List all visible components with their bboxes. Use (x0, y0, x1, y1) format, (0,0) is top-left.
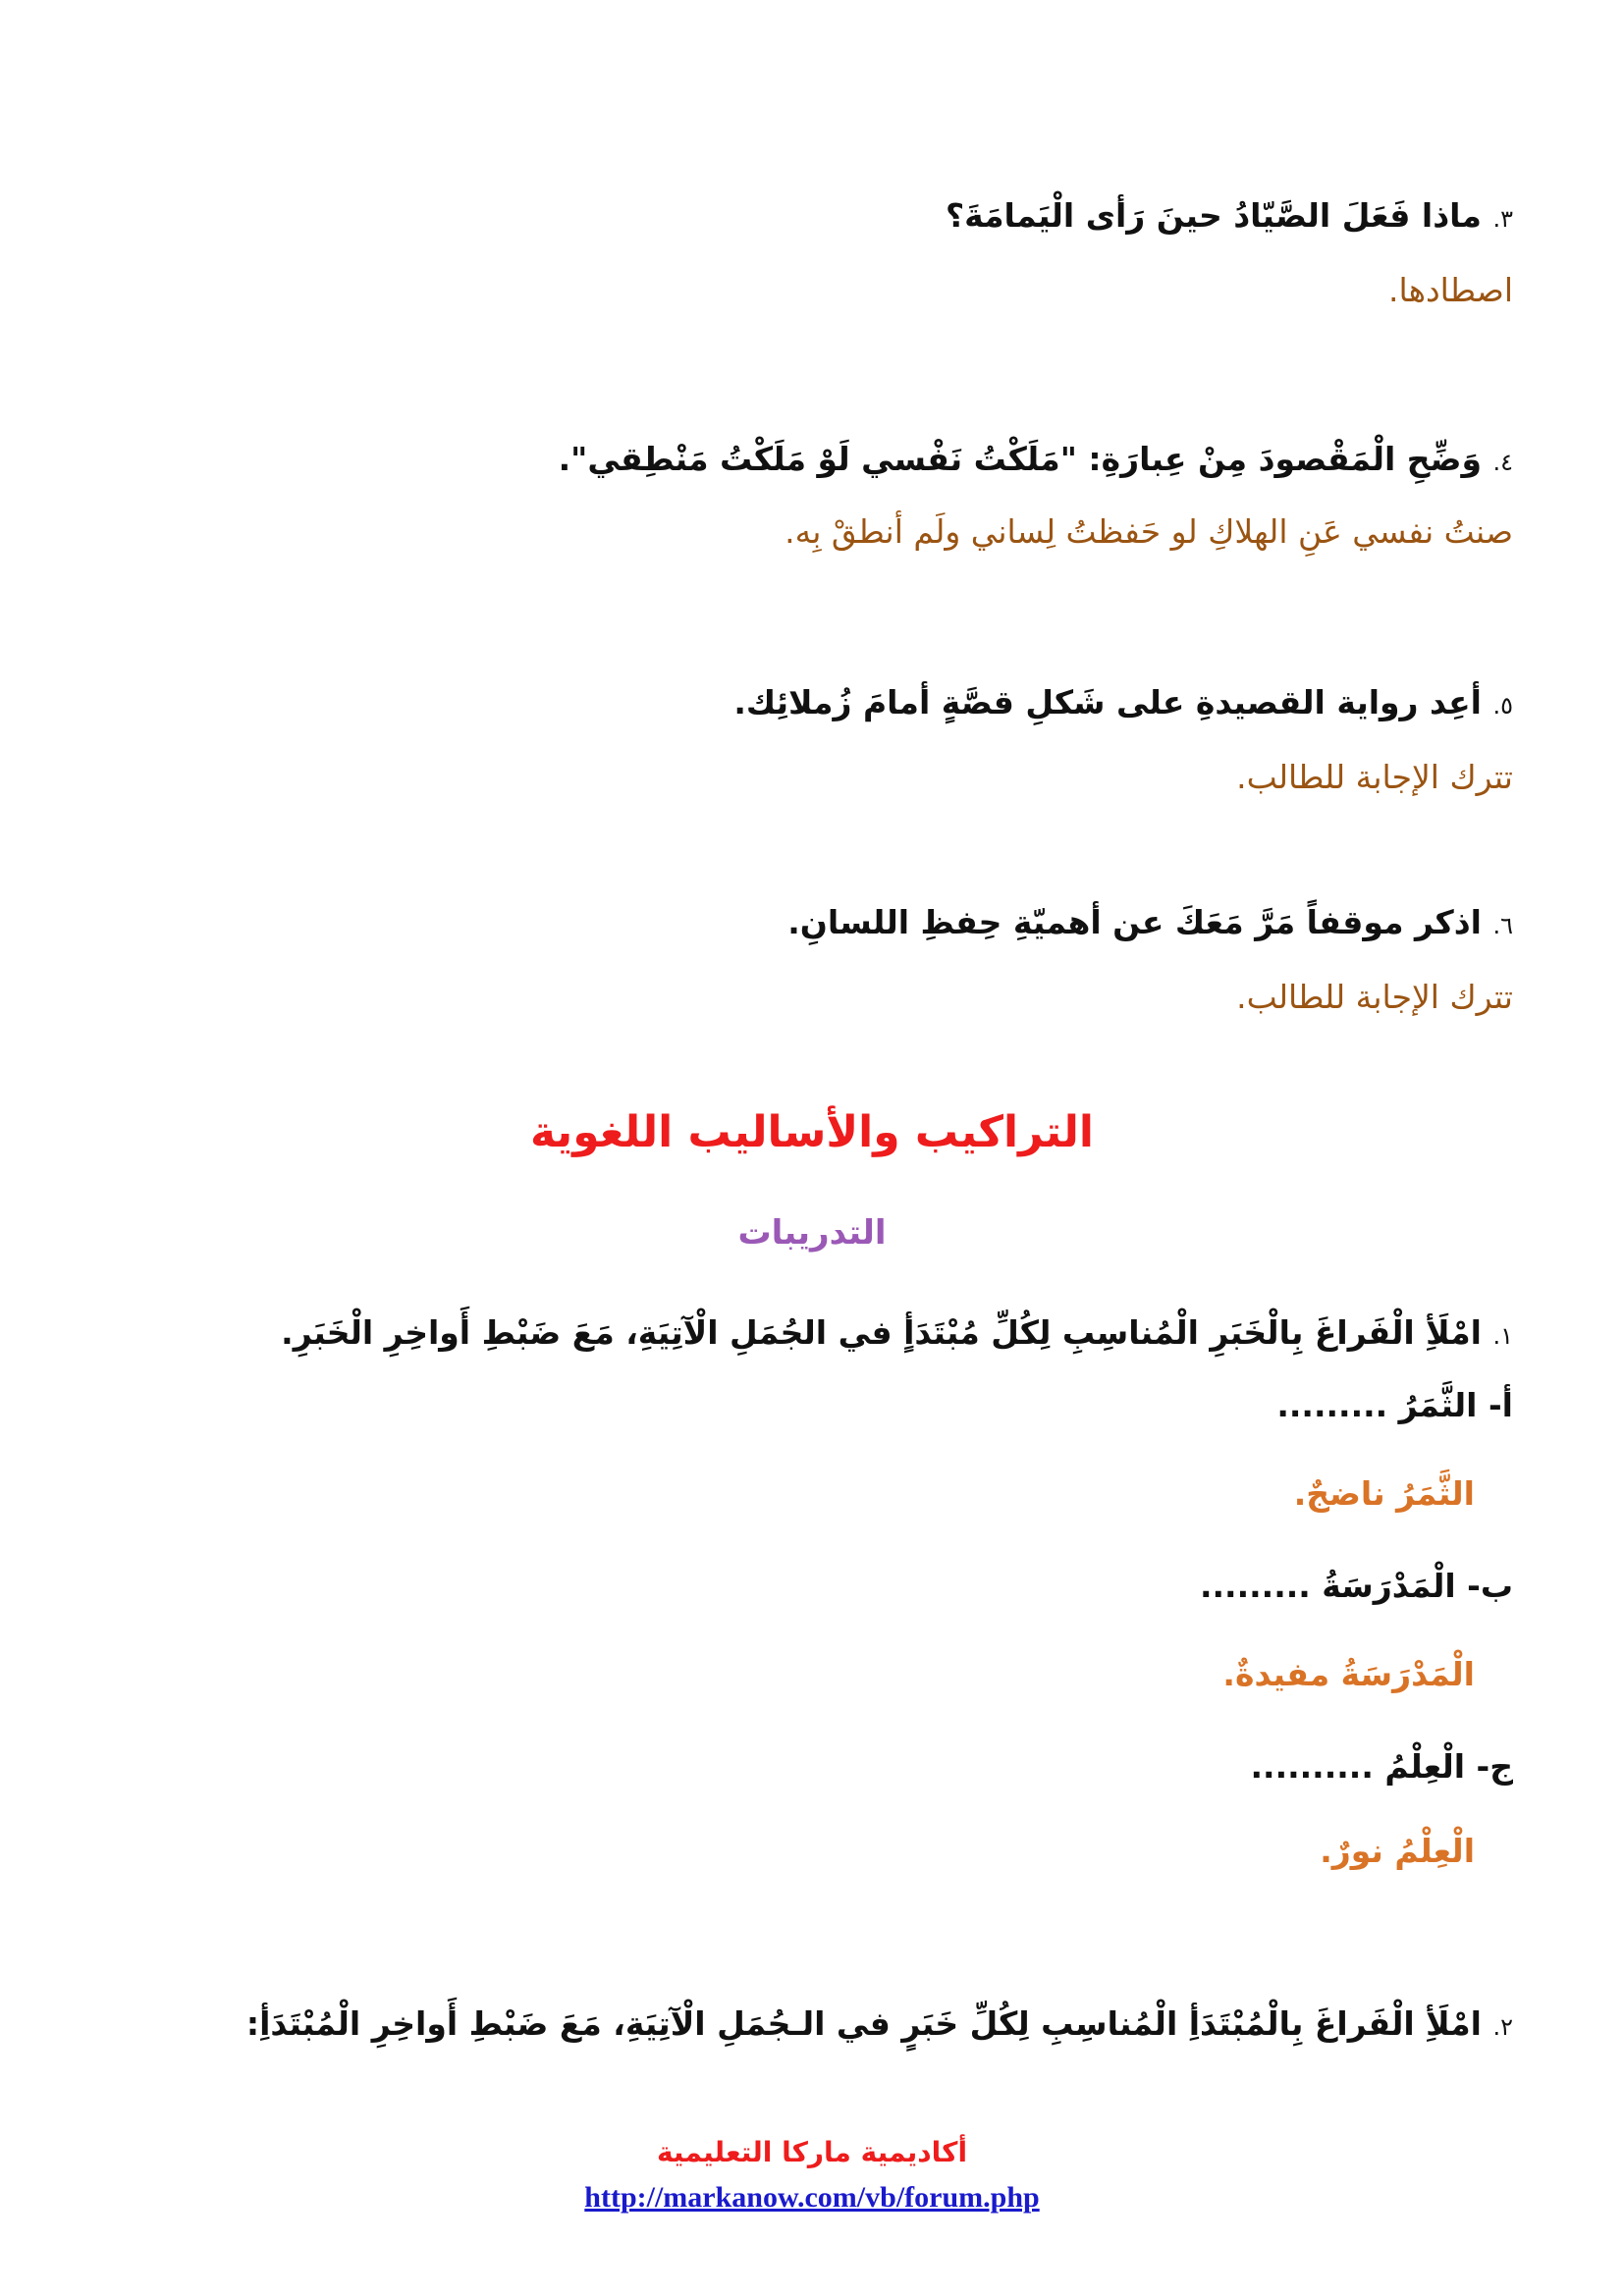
exercise-1-item-b: ب- الْمَدْرَسَةُ ......... (1199, 1567, 1513, 1605)
exercise-2-number: ٢. (1492, 2013, 1513, 2041)
exercise-1-number: ١. (1492, 1322, 1513, 1350)
exercise-1-answer-c: الْعِلْمُ نورٌ. (1320, 1832, 1475, 1870)
exercise-1-item-a: أ- الثَّمَرُ ......... (1276, 1386, 1513, 1424)
exercise-1-answer-a: الثَّمَرُ ناضجٌ. (1293, 1474, 1475, 1513)
section-title: التراكيب والأساليب اللغوية (529, 1107, 1095, 1157)
question-4 (559, 440, 1513, 478)
question-3-number: ٣. (1492, 205, 1513, 233)
question-5-text: أعِد رواية القصيدةِ على شَكلِ قصَّةٍ أمامَ زُملائِك. (733, 683, 1482, 721)
footer-academy: أكاديمية ماركا التعليمية (656, 2136, 968, 2168)
question-4-number: ٤. (1492, 449, 1513, 476)
exercise-1-item-c: ج- الْعِلْمُ .......... (1250, 1747, 1513, 1786)
question-3-text: ماذا فَعَلَ الصَّيّادُ حينَ رَأى الْيَمامَةَ؟ (945, 196, 1482, 235)
exercise-1-text: امْلَأِ الْفَراغَ بِالْخَبَرِ الْمُناسِبِ لِكُلِّ مُبْتَدَأٍ في الجُمَلِ الْآتِيَةِ، مَعَ ضَبْطِ أَواخِرِ الْخَبَرِ. (281, 1313, 1482, 1352)
exercise-2-text: امْلَأِ الْفَراغَ بِالْمُبْتَدَأِ الْمُناسِبِ لِكُلِّ خَبَرٍ في الـجُمَلِ الْآتِيَةِ، مَعَ ضَبْطِ أَواخِرِ الْمُبْتَدَأِ: (245, 2004, 1482, 2043)
question-6-number: ٦. (1492, 912, 1513, 939)
question-5 (733, 683, 1513, 721)
answer-5: تترك الإجابة للطالب. (1236, 758, 1513, 796)
exercise-2-instruction (246, 2004, 1513, 2043)
question-6-text: اذكر موقفاً مَرَّ مَعَكَ عن أهميّةِ حِفظِ اللسانِ. (787, 903, 1482, 941)
question-5-number: ٥. (1492, 692, 1513, 720)
question-6 (787, 903, 1513, 941)
question-4-text: وَضِّحِ الْمَقْصودَ مِنْ عِبارَةِ: "مَلَكْتُ نَفْسي لَوْ مَلَكْتُ مَنْطِقي". (558, 440, 1482, 478)
exercise-1-answer-b: الْمَدْرَسَةُ مفيدةٌ. (1222, 1655, 1475, 1693)
answer-6: تترك الإجابة للطالب. (1236, 978, 1513, 1016)
exercise-1-instruction (281, 1313, 1513, 1352)
answer-4: صنتُ نفسي عَنِ الهلاكِ لو حَفظتُ لِساني ولَم أنطقْ بِه. (785, 512, 1513, 551)
question-3 (946, 196, 1513, 235)
answer-3: اصطادها. (1388, 271, 1513, 309)
section-subtitle: التدريبات (737, 1213, 887, 1253)
footer-link[interactable]: http://markanow.com/vb/forum.php (584, 2181, 1040, 2214)
